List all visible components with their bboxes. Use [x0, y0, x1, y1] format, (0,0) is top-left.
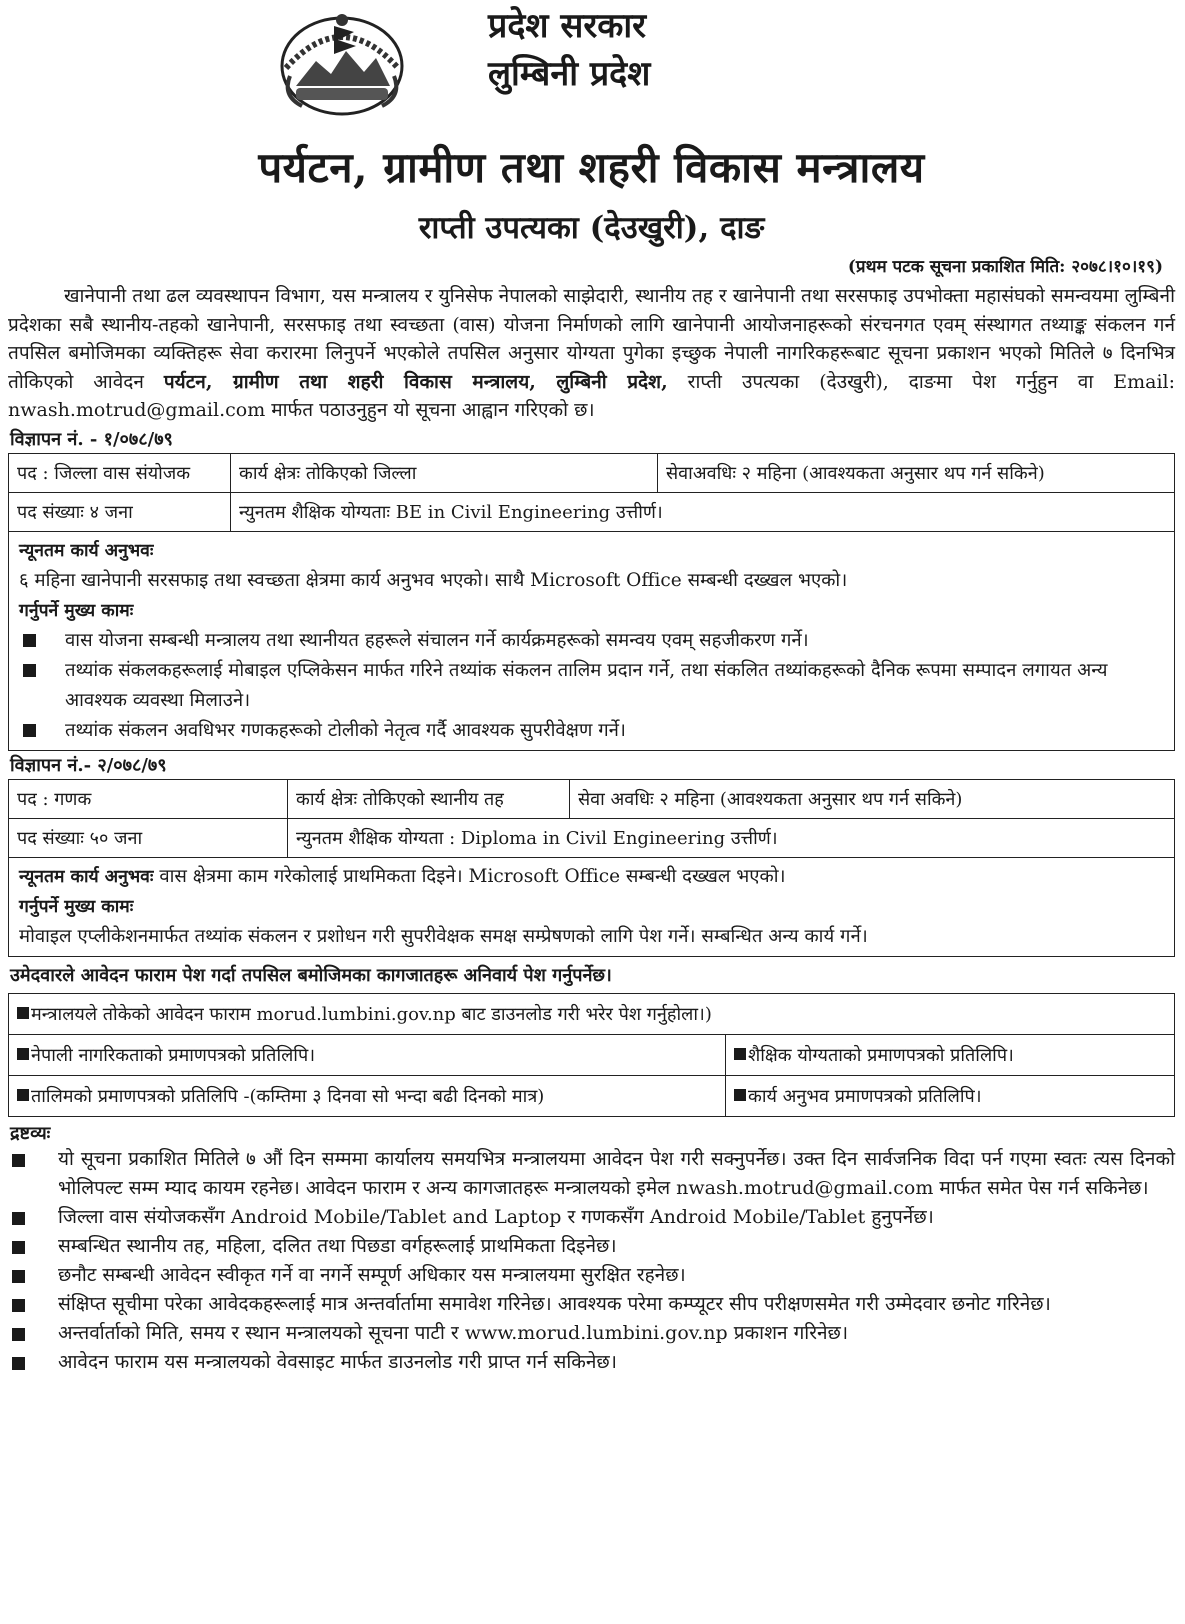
square-bullet-icon: [12, 1154, 25, 1167]
list-item: [8, 1145, 1175, 1203]
ad1-duties-list: [19, 626, 1164, 746]
square-bullet-icon: [734, 1089, 746, 1101]
notes-list: [8, 1145, 1175, 1377]
square-bullet-icon: [12, 1212, 25, 1225]
list-item: [8, 1319, 1175, 1348]
ad1-duty-text: तथ्यांक संकलन अवधिभर गणकहरूको टोलीको नेतृत्व गर्दै आवश्यक सुपरीवेक्षण गर्ने।: [65, 719, 626, 741]
ad2-duration: सेवा अवधिः २ महिना (आवश्यकता अनुसार थप गर्न सकिने): [570, 779, 1175, 818]
ad1-post: पद : जिल्ला वास संयोजक: [9, 453, 231, 492]
publication-date: (प्रथम पटक सूचना प्रकाशित मिति: २०७८।१०।१९): [847, 257, 1163, 277]
square-bullet-icon: [17, 1048, 29, 1060]
ad2-qualification: न्युनतम शैक्षिक योग्यता : Diploma in Civil Engineering उत्तीर्ण।: [288, 818, 1175, 857]
ad1-duties-title: गर्नुपर्ने मुख्य कामः: [19, 600, 134, 621]
ad1-table: [8, 453, 1175, 532]
note-text: सम्बन्धित स्थानीय तह, महिला, दलित तथा पिछडा वर्गहरूलाई प्राथमिकता दिइनेछ।: [58, 1234, 617, 1257]
note-text: आवेदन फाराम यस मन्त्रालयको वेवसाइट मार्फत डाउनलोड गरी प्राप्त गर्न सकिनेछ।: [58, 1350, 617, 1373]
square-bullet-icon: [23, 724, 36, 737]
doc-education: [726, 1034, 1175, 1075]
intro-paragraph: [8, 282, 1175, 425]
government-line2: लुम्बिनी प्रदेश: [488, 54, 651, 94]
ad1-number: विज्ञापन नं. - १/०७८/७९: [10, 428, 173, 450]
note-text: छनौट सम्बन्धी आवेदन स्वीकृत गर्ने वा नगर्ने सम्पूर्ण अधिकार यस मन्त्रालयमा सुरक्षित रहनेछ।: [58, 1263, 686, 1286]
note-text: अन्तर्वार्ताको मिति, समय र स्थान मन्त्रालयको सूचना पाटी र www.morud.lumbini.gov.np प्रकाशन गरिनेछ।: [58, 1321, 849, 1344]
office-location: राप्ती उपत्यका (देउखुरी), दाङ: [418, 210, 765, 246]
note-text: संक्षिप्त सूचीमा परेका आवेदकहरूलाई मात्र अन्तर्वार्तामा समावेश गरिनेछ। आवश्यक परेमा कम्प्यूटर सीप परीक्षणसमेत गरी उम्मेदवार छनोट गरिनेछ।: [58, 1292, 1051, 1315]
documents-table: [8, 993, 1175, 1117]
list-item: [19, 626, 1164, 656]
doc-experience: [726, 1075, 1175, 1116]
doc-experience-text: कार्य अनुभव प्रमाणपत्रको प्रतिलिपि।: [748, 1085, 982, 1107]
ad1-details: [8, 532, 1175, 751]
doc-citizenship: [9, 1034, 726, 1075]
ad1-duty-text: वास योजना सम्बन्धी मन्त्रालय तथा स्थानीयत हहरूले संचालन गर्ने कार्यक्रमहरूको समन्वय एवम् सहजीकरण गर्ने।: [65, 629, 809, 651]
ad2-number: विज्ञापन नं.- २/०७८/७९: [10, 754, 167, 776]
doc-training: [9, 1075, 726, 1116]
notes-title: द्रष्टव्यः: [10, 1122, 51, 1144]
ad2-post: पद : गणक: [9, 779, 288, 818]
doc-form: [9, 993, 1175, 1034]
square-bullet-icon: [734, 1048, 746, 1060]
ad1-qualification: न्युनतम शैक्षिक योग्यताः BE in Civil Engineering उत्तीर्ण।: [231, 492, 1175, 531]
note-text: यो सूचना प्रकाशित मितिले ७ औं दिन सम्ममा कार्यालय समयभित्र मन्त्रालयमा आवेदन पेश गरी सक्नुपर्नेछ। उक्त दिन सार्वजनिक विदा पर्न गएमा स्वतः त्यस दिनको भोलिपल्ट सम्म म्याद कायम रहनेछ। आवेदन फाराम र अन्य कागजातहरू मन्त्रालयको इमेल nwash.motrud@gmail.com मार्फत समेत पेस गर्न सकिनेछ।: [58, 1147, 1175, 1199]
list-item: [19, 656, 1164, 716]
square-bullet-icon: [23, 634, 36, 647]
ad2-exp: [19, 862, 1164, 892]
government-name: [488, 2, 650, 98]
square-bullet-icon: [17, 1007, 29, 1019]
intro-text-2: राप्ती उपत्यका (देउखुरी), दाङमा पेश गर्नुहुन वा Email:: [667, 370, 1175, 393]
doc-citizenship-text: नेपाली नागरिकताको प्रमाणपत्रको प्रतिलिपि।: [31, 1044, 316, 1066]
square-bullet-icon: [17, 1089, 29, 1101]
intro-office-bold: पर्यटन, ग्रामीण तथा शहरी विकास मन्त्रालय, लुम्बिनी प्रदेश,: [163, 370, 668, 393]
ad1-duration: सेवाअवधिः २ महिना (आवश्यकता अनुसार थप गर्न सकिने): [658, 453, 1175, 492]
ad1-duty-text: तथ्यांक संकलकहरूलाई मोबाइल एप्लिकेसन मार्फत गरिने तथ्यांक संकलन तालिम प्रदान गर्ने, तथा संकलित तथ्यांकहरूको दैनिक रूपमा सम्पादन लगायत अन्य आवश्यक व्यवस्था मिलाउने।: [65, 659, 1108, 711]
ad2-duties-title: गर्नुपर्ने मुख्य कामः: [19, 896, 134, 917]
ad1-exp-text: ६ महिना खानेपानी सरसफाइ तथा स्वच्छता क्षेत्रमा कार्य अनुभव भएको। साथै Microsoft Office सम्बन्धी दख्खल भएको।: [19, 569, 848, 591]
ad2-table: [8, 779, 1175, 858]
list-item: [8, 1348, 1175, 1377]
ad1-count: पद संख्याः ४ जना: [9, 492, 231, 531]
list-item: [8, 1290, 1175, 1319]
ad2-details: [8, 858, 1175, 957]
nepal-emblem-icon: [276, 6, 408, 118]
doc-form-text: मन्त्रालयले तोकेको आवेदन फाराम morud.lumbini.gov.np बाट डाउनलोड गरी भरेर पेश गर्नुहोला।): [31, 1003, 712, 1025]
contact-email[interactable]: nwash.motrud@gmail.com: [8, 399, 266, 421]
notice-header: [8, 0, 1175, 280]
doc-education-text: शैक्षिक योग्यताको प्रमाणपत्रको प्रतिलिपि।: [748, 1044, 1014, 1066]
ad2-duties-text: मोवाइल एप्लीकेशनमार्फत तथ्यांक संकलन र प्रशोधन गरी सुपरीवेक्षक समक्ष सम्प्रेषणको लागि पेश गर्ने। सम्बन्धित अन्य कार्य गर्ने।: [19, 925, 868, 947]
list-item: [8, 1261, 1175, 1290]
ad2-area: कार्य क्षेत्रः तोकिएको स्थानीय तह: [288, 779, 570, 818]
ad1-area: कार्य क्षेत्रः तोकिएको जिल्ला: [231, 453, 658, 492]
government-line1: प्रदेश सरकार: [488, 6, 647, 46]
doc-training-text: तालिमको प्रमाणपत्रको प्रतिलिपि -(कम्तिमा ३ दिनवा सो भन्दा बढी दिनको मात्र): [31, 1085, 545, 1107]
note-text: जिल्ला वास संयोजकसँग Android Mobile/Tablet and Laptop र गणकसँग Android Mobile/Tablet हुनुपर्नेछ।: [58, 1205, 934, 1228]
square-bullet-icon: [12, 1270, 25, 1283]
list-item: [19, 716, 1164, 746]
square-bullet-icon: [23, 664, 36, 677]
intro-text-3: मार्फत पठाउनुहुन यो सूचना आह्वान गरिएको छ।: [265, 399, 595, 421]
ministry-title: पर्यटन, ग्रामीण तथा शहरी विकास मन्त्रालय: [258, 143, 925, 192]
square-bullet-icon: [12, 1299, 25, 1312]
ad1-exp-title: न्यूनतम कार्य अनुभवः: [19, 540, 154, 561]
list-item: [8, 1203, 1175, 1232]
documents-title: उमेदवारले आवेदन फाराम पेश गर्दा तपसिल बमोजिमका कागजातहरू अनिवार्य पेश गर्नुपर्नेछ।: [10, 964, 612, 986]
square-bullet-icon: [12, 1357, 25, 1370]
list-item: [8, 1232, 1175, 1261]
square-bullet-icon: [12, 1328, 25, 1341]
ad2-exp-title: न्यूनतम कार्य अनुभवः: [19, 866, 154, 887]
ad2-count: पद संख्याः ५० जना: [9, 818, 288, 857]
square-bullet-icon: [12, 1241, 25, 1254]
ad2-exp-text: वास क्षेत्रमा काम गरेकोलाई प्राथमिकता दिइने। Microsoft Office सम्बन्धी दख्खल भएको।: [153, 865, 786, 887]
intro-text-1: खानेपानी तथा ढल व्यवस्थापन विभाग, यस मन्त्रालय र युनिसेफ नेपालको साझेदारी, स्थानीय तह र खानेपानी तथा सरसफाइ उपभोक्ता महासंघको समन्वयमा लुम्बिनी प्रदेशका सबै स्थानीय-तहको खानेपानी, सरसफाइ तथा स्वच्छता (वास) योजना निर्माणको लागि खानेपानी आयोजनाहरूको संरचनगत एवम् संस्थागत तथ्याङ्क संकलन गर्न तपसिल बमोजिमका व्यक्तिहरू सेवा करारमा लिनुपर्ने भएकोले तपसिल अनुसार योग्यता पुगेका इच्छुक नेपाली नागरिकहरूबाट सूचना प्रकाशन भएको मितिले ७ दिनभित्र तोकिएको आवेदन: [8, 285, 1175, 393]
